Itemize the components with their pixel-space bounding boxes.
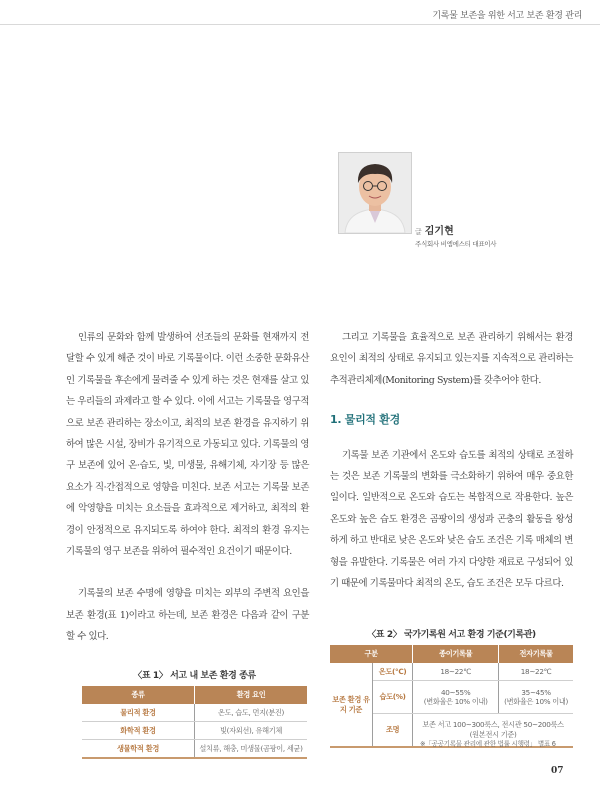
cell-value: 보존 서고 100~300룩스, 전시관 50~200룩스 <box>422 720 564 729</box>
table-row <box>330 663 573 681</box>
author-name: 김기현 <box>424 226 454 237</box>
body-paragraph: 기록물 보존 기관에서 온도와 습도를 최적의 상태로 조절하는 것은 보존 기록물의 변화를 극소화하기 위하여 매우 중요한 일이다. 일반적으로 온도와 습도는 복합적으로 작용한다. 높은 온도와 높은 습도 환경은 곰팡이의 생성과 곤충의 활동을 왕성하게 하고 반대로 낮은 온도와 낮은 습도 조건은 기록 매체의 변형을 유발한다. 기록물은 여러 가지 다양한 재료로 구성되어 있기 때문에 기록물마다 최적의 온도, 습도 조건은 모두 다르다. <box>330 449 573 590</box>
table-cell: 18~22℃ <box>499 663 573 681</box>
table-row <box>82 740 307 759</box>
table-cell: 습도(%) <box>373 681 413 714</box>
table2 <box>330 645 573 748</box>
section-heading: 1. 물리적 환경 <box>330 413 400 427</box>
table-cell: 생물학적 환경 <box>82 740 195 759</box>
body-paragraph: 기록물의 보존 수명에 영향을 미치는 외부의 주변적 요인을 보존 환경(표 1)이라고 하는데, 보존 환경은 다음과 같이 구분할 수 있다. <box>66 588 309 643</box>
table-cell: 18~22℃ <box>413 663 499 681</box>
header-divider <box>0 24 600 25</box>
author-photo <box>338 152 412 234</box>
left-column <box>66 327 309 648</box>
table2-source-note: ※「공공기록물 관리에 관한 법률 시행령」 별표 6 <box>420 740 556 748</box>
cell-value: 35~45% <box>521 687 551 697</box>
table2-caption: 〈표 2〉 국가기록원 서고 환경 기준(기록관) <box>367 630 536 640</box>
table-cell: 온도, 습도, 먼지(분진) <box>195 704 308 722</box>
table-cell: 화학적 환경 <box>82 722 195 740</box>
cell-subvalue: (변화율은 10% 이내) <box>423 696 488 706</box>
cell-value: 40~55% <box>441 687 471 697</box>
table-header: 종류 <box>82 686 195 704</box>
table-header: 종이기록물 <box>413 645 499 663</box>
running-title: 기록물 보존을 위한 서고 보존 환경 관리 <box>432 11 582 21</box>
page-number: 07 <box>551 766 564 776</box>
table-cell: 설치류, 해충, 미생물(곰팡이, 세균) <box>195 740 308 759</box>
table-header: 전자기록물 <box>499 645 573 663</box>
table-row <box>82 704 307 722</box>
author-byline <box>415 222 496 248</box>
table-cell: 조명 <box>373 714 413 748</box>
body-paragraph: 인류의 문화와 함께 발생하여 선조들의 문화를 현재까지 전달할 수 있게 해준 것이 바로 기록물이다. 이런 소중한 문화유산인 기록물을 후손에게 물려줄 수 있게 하는 것은 현재를 살고 있는 우리들의 과제라고 할 수 있다. 이에 서고는 기록물을 영구적으로 보존 관리하는 장소이고, 최적의 보존 환경을 유지하기 위하여 많은 시설, 장비가 유기적으로 가동되고 있다. 기록물의 영구 보존에 있어 온·습도, 빛, 미생물, 유해기체, 자기장 등 많은 요소가 직·간접적으로 영향을 미친다. 보존 서고는 기록물 보존에 악영향을 미치는 요소들을 효과적으로 제거하고, 최적의 환경이 안정적으로 유지되도록 하여야 한다. 최적의 환경 유지는 기록물의 영구 보존을 위하여 필수적인 요건이기 때문이다. <box>66 332 309 558</box>
table1-caption: 〈표 1〉 서고 내 보존 환경 종류 <box>133 671 256 681</box>
group-label-cell <box>330 663 373 747</box>
cell-subvalue: (원본전시 기준) <box>469 730 517 739</box>
table-row <box>82 722 307 740</box>
body-paragraph: 그리고 기록물을 효율적으로 보존 관리하기 위해서는 환경 요인이 최적의 상태로 유지되고 있는지를 지속적으로 관리하는 추적관리체제(Monitoring System)를 갖추어야 한다. <box>330 332 573 386</box>
table1 <box>82 686 307 759</box>
cell-subvalue: (변화율은 10% 이내) <box>504 696 569 706</box>
table-header: 환경 요인 <box>195 686 308 704</box>
table-cell <box>413 681 499 714</box>
table-cell <box>499 681 573 714</box>
byline-prefix: 글 <box>415 228 422 236</box>
author-title: 주식회사 비엠에스티 대표이사 <box>415 240 497 248</box>
table-cell: 물리적 환경 <box>82 704 195 722</box>
right-column <box>330 327 573 594</box>
table-cell: 온도(℃) <box>373 663 413 681</box>
portrait-image-icon <box>339 153 411 233</box>
table-header: 구분 <box>330 645 413 663</box>
group-label: 보존 환경 유지 기준 <box>332 694 370 714</box>
table-cell: 빛(자외선), 유해기체 <box>195 722 308 740</box>
